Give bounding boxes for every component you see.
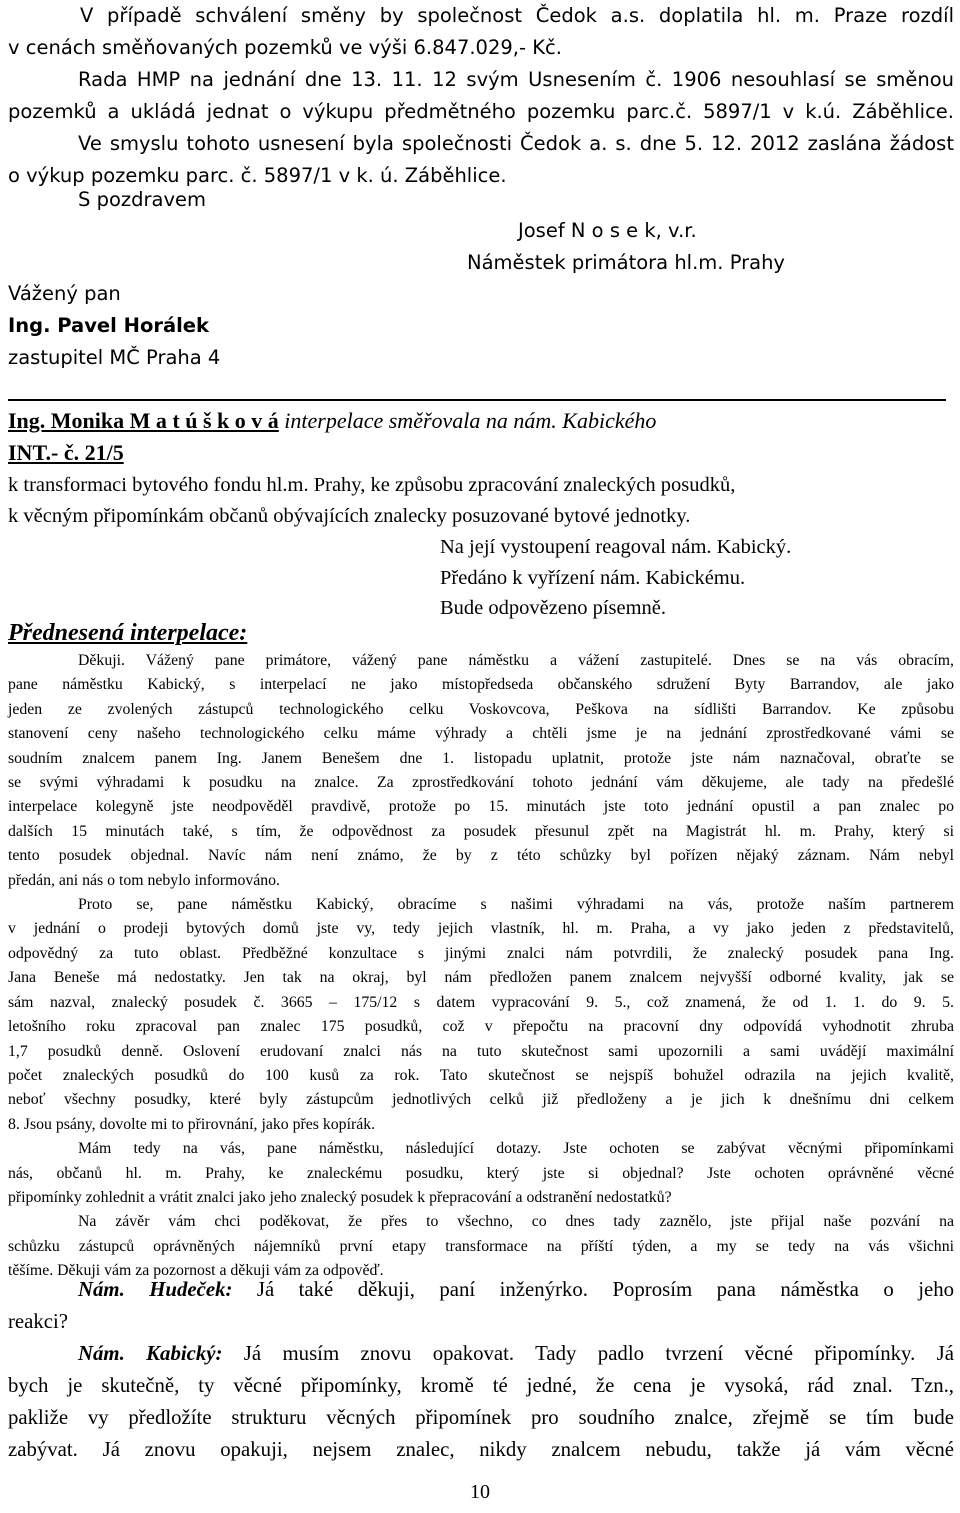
signer-role: Náměstek primátora hl.m. Prahy bbox=[467, 251, 785, 274]
body-line: neboť všechny posudky, které byly zástupcům jednotlivých celků již předloženy a je jich k dnešnímu dni celkem bbox=[8, 1091, 954, 1109]
interpellation-code: INT.- č. 21/5 bbox=[8, 440, 124, 465]
intro-line: v cenách směňovaných pozemků ve výši 6.847.029,- Kč. bbox=[8, 36, 562, 59]
body-line: schůzku zástupců oprávněných nájemníků první etapy transformace na příští týden, a my se tedy na vás všichni bbox=[8, 1237, 954, 1255]
body-line: Na závěr vám chci poděkovat, že přes to všechno, co dnes tady zaznělo, jste přijal naše pozvání na bbox=[78, 1213, 954, 1231]
intro-line: V případě schválení směny by společnost Čedok a.s. doplatila hl. m. Praze rozdíl bbox=[80, 4, 954, 27]
interpellation-subject bbox=[8, 470, 735, 532]
interpellation-body bbox=[8, 649, 954, 1284]
body-line: připomínky zohlednit a vrátit znalci jako jeho znalecký posudek k přepracování a odstranění nedostatků? bbox=[8, 1188, 672, 1206]
paragraph bbox=[8, 893, 954, 1137]
signer-name: Josef N o s e k, v.r. bbox=[518, 219, 697, 242]
body-line: soudním znalcem panem Ing. Janem Benešem dne 1. listopadu uplatnit, protože jste nám naznačoval, obraťte se bbox=[8, 749, 954, 767]
body-line: Mám tedy na vás, pane náměstku, následující dotazy. Jste ochoten se zabývat věcnými připomínkami bbox=[78, 1140, 954, 1158]
paragraph bbox=[8, 1137, 954, 1210]
intro-section bbox=[80, 0, 954, 32]
body-line: se svými výhradami k posudku na znalce. Za zprostředkování tohoto jednání vám děkujeme, ale tady na předešlé bbox=[8, 774, 954, 792]
interpellation-header bbox=[8, 405, 656, 469]
body-line: dalších 15 minutách také, s tím, že odpovědnost za posudek přesunul zpět na Magistrát hl. m. Prahy, který si bbox=[8, 822, 954, 840]
section-divider bbox=[8, 399, 946, 401]
paragraph bbox=[8, 1210, 954, 1283]
speaker-name: Nám. Kabický: bbox=[78, 1342, 223, 1365]
body-line: stanovení ceny našeho technologického celku máme výhrady a chtěli jsme je na jednání zprostředkované vámi se bbox=[8, 725, 954, 743]
interpellant-name: Ing. Monika M a t ú š k o v á bbox=[8, 408, 279, 433]
body-line: 1,7 posudků denně. Oslovení erudovaní znalci nás na tuto skutečnost sami upozornili a sami uvádějí maximální bbox=[8, 1042, 954, 1060]
page-number: 10 bbox=[470, 1481, 490, 1503]
response-line: Předáno k vyřízení nám. Kabickému. bbox=[440, 566, 746, 589]
subject-line: k věcným připomínkám občanů obývajících znalecky posuzované bytové jednotky. bbox=[8, 505, 691, 527]
body-line: interpelace kolegyně jste neodpověděl pravdivě, protože po 15. minutách jste toto jednání opustil a pan znalec po bbox=[8, 798, 954, 816]
intro-line: Rada HMP na jednání dne 13. 11. 12 svým Usnesením č. 1906 nesouhlasí se směnou bbox=[78, 68, 954, 91]
intro-line: Ve smyslu tohoto usnesení byla společnosti Čedok a. s. dne 5. 12. 2012 zaslána žádost bbox=[78, 132, 954, 155]
subject-line: k transformaci bytového fondu hl.m. Prahy, ke způsobu zpracování znaleckých posudků, bbox=[8, 474, 736, 496]
body-line: sám nazval, znalecký posudek č. 3665 – 175/12 s datem vypracování 9. 5., což znamená, že od 1. 1. do 9. 5. bbox=[8, 993, 954, 1011]
speech-text: Já také děkuji, paní inženýrko. Poprosím pana náměstka o jeho bbox=[232, 1278, 954, 1301]
body-line: Proto se, pane náměstku Kabický, obracíme s našimi výhradami na vás, protože naším partnerem bbox=[78, 896, 954, 914]
addressee-role: zastupitel MČ Praha 4 bbox=[8, 346, 221, 369]
response-line: Na její vystoupení reagoval nám. Kabický. bbox=[440, 536, 792, 558]
body-line: jeden ze zvolených zástupců technologického celku Voskovcova, Peškova na sídlišti Barrandov. Ke způsobu bbox=[8, 700, 954, 718]
body-line: těšíme. Děkuji vám za pozornost a děkuji vám za odpověď. bbox=[8, 1262, 384, 1280]
addressee bbox=[8, 278, 220, 374]
body-line: předán, ani nás o tom nebylo informováno. bbox=[8, 871, 280, 889]
speech-section bbox=[8, 1274, 954, 1466]
speech-text: pakliže vy předložíte strukturu věcných připomínek pro soudního znalce, zřejmě se tím bude bbox=[8, 1406, 954, 1429]
interpellation-response bbox=[440, 532, 791, 624]
intro-line: pozemků a ukládá jednat o výkupu předmětného pozemku parc.č. 5897/1 v k.ú. Záběhlice. bbox=[8, 100, 954, 123]
speech-text: zabývat. Já znovu opakuji, nejsem znalec, nikdy znalcem nebudu, takže já vám věcné bbox=[8, 1438, 954, 1461]
speech-text: bych je skutečně, ty věcné připomínky, kromě té jedné, že cena je vysoká, rád znal. Tzn., bbox=[8, 1374, 954, 1397]
body-line: nás, občanů hl. m. Prahy, ke znaleckému posudku, který jste si objednal? Jste ochoten oprávněné věcné bbox=[8, 1164, 954, 1182]
response-line: Bude odpovězeno písemně. bbox=[440, 597, 667, 619]
greeting: S pozdravem bbox=[78, 188, 206, 211]
addressee-name: Ing. Pavel Horálek bbox=[8, 314, 209, 337]
body-line: tento posudek objednal. Navíc nám není známo, že by z této schůzky byl pořízen nějaký záznam. Nám nebyl bbox=[8, 847, 954, 865]
body-line: 8. Jsou psány, dovolte mi to přirovnání, jako přes kopírák. bbox=[8, 1115, 376, 1133]
addressee-salutation: Vážený pan bbox=[8, 282, 121, 305]
intro-line: o výkup pozemku parc. č. 5897/1 v k. ú. Záběhlice. bbox=[8, 164, 507, 187]
body-line: Děkuji. Vážený pane primátore, vážený pane náměstku a vážení zastupitelé. Dnes se na vás obracím, bbox=[78, 652, 954, 669]
body-line: letošního roku zpracoval pan znalec 175 posudků, což v přepočtu na pracovní dny odpovídá vyhodnotit zhruba bbox=[8, 1018, 954, 1036]
body-line: v jednání o prodeji bytových domů jste vy, tedy jejich vlastník, hl. m. Praha, a vy jako jeden z představitelů, bbox=[8, 920, 954, 938]
body-line: pane náměstku Kabický, s interpelací ne jako místopředseda občanského sdružení Byty Barrandov, ale jako bbox=[8, 676, 954, 694]
paragraph bbox=[8, 649, 954, 893]
speech-text: reakci? bbox=[8, 1310, 69, 1333]
speech-text: Já musím znovu opakovat. Tady padlo tvrzení věcné připomínky. Já bbox=[222, 1342, 954, 1365]
section-heading: Přednesená interpelace: bbox=[8, 620, 248, 646]
speaker-name: Nám. Hudeček: bbox=[78, 1278, 233, 1301]
body-line: Jana Beneše má nedostatky. Jen tak na okraj, byl nám předložen panem znalcem nejvyšší odborné kvality, jak se bbox=[8, 969, 954, 987]
body-line: počet znaleckých posudků do 100 kusů za rok. Tato skutečnost se nejspíš bohužel odrazila na jejich kvalitě, bbox=[8, 1066, 954, 1084]
intro-section-cont bbox=[8, 32, 954, 192]
interpellation-description: interpelace směřovala na nám. Kabického bbox=[278, 408, 657, 433]
body-line: odpovědný za tuto oblast. Předběžné konzultace s jinými znalci nám potvrdili, že znalecký posudek pana Ing. bbox=[8, 944, 954, 962]
